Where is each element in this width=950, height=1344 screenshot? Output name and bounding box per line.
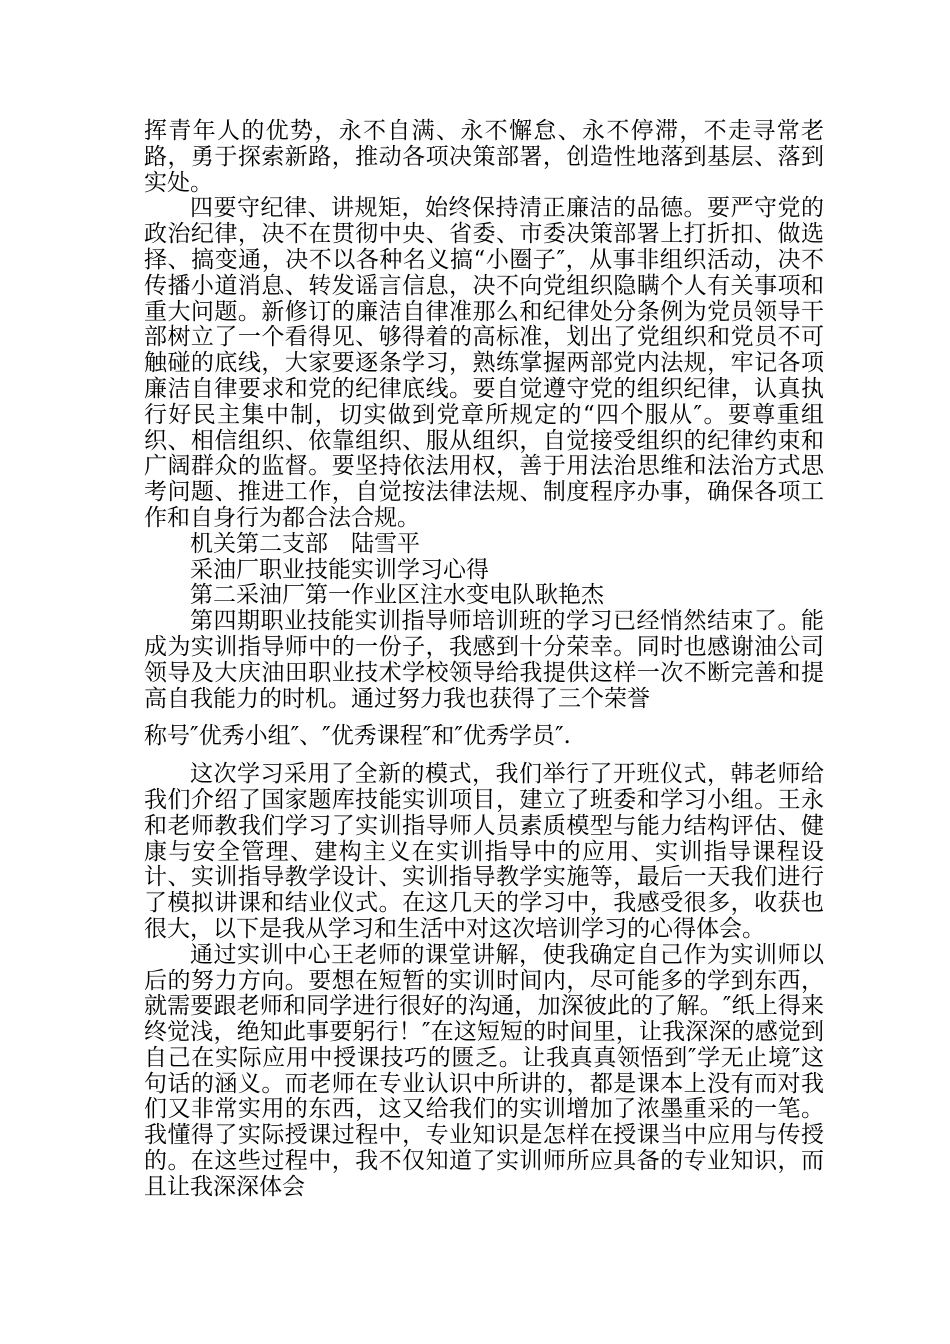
article-title: 采油厂职业技能实训学习心得 [190, 556, 489, 583]
document-body [144, 119, 824, 1201]
paragraph-study-mode: 这次学习采用了全新的模式，我们举行了开班仪式，韩老师给我们介绍了国家题库技能实训项目，建立了班委和学习小组。王永和老师教我们学习了实训指导师人员素质模型与能力结构评估、健康与安全管理、建构主义在实训指导中的应用、实训指导课程设计、实训指导教学设计、实训指导教学实施等，最后一天我们进行了模拟讲课和结业仪式。在这几天的学习中，我感受很多，收获也很大，以下是我从学习和生活中对这次培训学习的心得体会。 [144, 761, 824, 942]
article-author: 第二采油厂第一作业区注水变电队耿艳杰 [190, 582, 604, 609]
paragraph-continuation: 挥青年人的优势，永不自满、永不懈怠、永不停滞，不走寻常老路，勇于探索新路，推动各项决策部署，创造性地落到基层、落到实处。 [144, 118, 824, 196]
paragraph-reflection: 通过实训中心王老师的课堂讲解，使我确定自己作为实训师以后的努力方向。要想在短暂的实训时间内，尽可能多的学到东西，就需要跟老师和同学进行很好的沟通，加深彼此的了解。″纸上得来终觉浅，绝知此事要躬行！″在这短短的时间里，让我深深的感觉到自己在实际应用中授课技巧的匮乏。让我真真领悟到″学无止境″这句话的涵义。而老师在专业认识中所讲的，都是课本上没有而对我们又非常实用的东西，这又给我们的实训增加了浓墨重采的一笔。我懂得了实际授课过程中，专业知识是怎样在授课当中应用与传授的。在这些过程中，我不仅知道了实训师所应具备的专业知识，而且让我深深体会 [144, 941, 824, 1200]
author-signature: 机关第二支部 陆雪平 [190, 530, 420, 557]
paragraph-intro: 第四期职业技能实训指导师培训班的学习已经悄然结束了。能成为实训指导师中的一份子，我感到十分荣幸。同时也感谢油公司领导及大庆油田职业技术学校领导给我提供这样一次不断完善和提高自我能力的时机。通过努力我也获得了三个荣誉 [144, 608, 824, 712]
paragraph-discipline: 四要守纪律、讲规矩，始终保持清正廉洁的品德。要严守党的政治纪律，决不在贯彻中央、省委、市委决策部署上打折扣、做选择、搞变通，决不以各种名义搞“小圈子″，从事非组织活动，决不传播小道消息、转发谣言信息，决不向党组织隐瞒个人有关事项和重大问题。新修订的廉洁自律准那么和纪律处分条例为党员领导干部树立了一个看得见、够得着的高标准，划出了党组织和党员不可触碰的底线，大家要逐条学习，熟练掌握两部党内法规，牢记各项廉洁自律要求和党的纪律底线。要自觉遵守党的组织纪律，认真执行好民主集中制，切实做到党章所规定的“四个服从″。要尊重组织、相信组织、依靠组织、服从组织，自觉接受组织的纪律约束和广阔群众的监督。要坚持依法用权，善于用法治思维和法治方式思考问题、推进工作，自觉按法律法规、制度程序办事，确保各项工作和自身行为都合法合规。 [144, 195, 824, 531]
paragraph-honors: 称号″优秀小组″、″优秀课程″和″优秀学员″. [144, 723, 571, 750]
